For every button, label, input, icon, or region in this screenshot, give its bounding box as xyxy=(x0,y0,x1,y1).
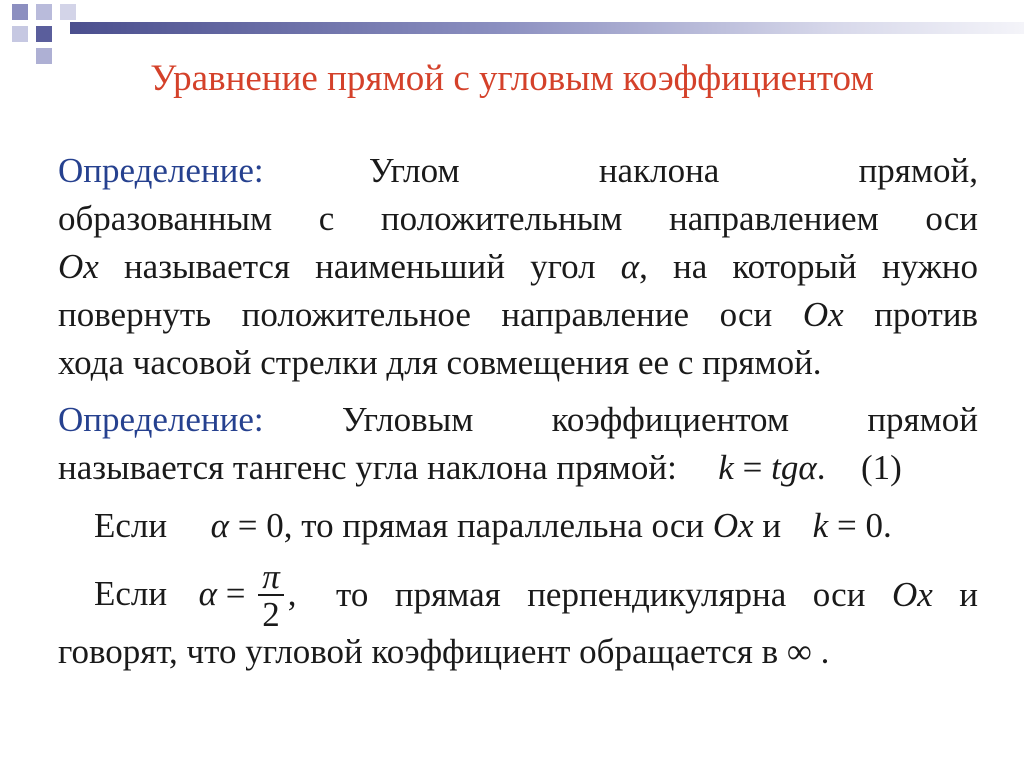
case-alpha-zero xyxy=(94,502,892,550)
formula-k: k xyxy=(812,506,829,545)
text-fragment: , xyxy=(287,574,297,613)
case-alpha-pi-half xyxy=(94,556,297,632)
page-title: Уравнение прямой с угловым коэффициентом xyxy=(150,58,874,99)
formula-eq: = xyxy=(733,448,772,487)
text-fragment: , xyxy=(283,506,293,545)
infinity-symbol: ∞ xyxy=(786,632,812,671)
definition-label: Определение: xyxy=(58,151,264,190)
text-fragment: говорят, что угловой коэффициент обращается в xyxy=(58,632,779,671)
def1-line-1 xyxy=(58,147,978,195)
text-fragment: то прямая перпендикулярна оси xyxy=(336,575,866,614)
def2-line-1 xyxy=(58,396,978,444)
text-fragment: повернуть положительное направление оси xyxy=(58,295,773,334)
def1-line-3 xyxy=(58,243,978,291)
text-fragment: , на который нужно xyxy=(639,247,979,286)
fraction-numerator: π xyxy=(258,560,284,596)
text-fragment: против xyxy=(874,295,979,334)
alpha-symbol: α xyxy=(210,506,229,545)
deco-square xyxy=(12,4,28,20)
ox-symbol: Ox xyxy=(891,575,933,614)
ox-symbol: Ox xyxy=(712,506,754,545)
ox-symbol: Ox xyxy=(58,247,99,286)
formula-eq: = 0. xyxy=(828,506,892,545)
deco-square xyxy=(36,4,52,20)
def1-line-2: образованным с положительным направлением оси xyxy=(58,199,978,238)
alpha-symbol: α xyxy=(198,574,217,613)
def1-line-4 xyxy=(58,291,978,339)
text-fragment: . xyxy=(811,632,830,671)
text-fragment: Если xyxy=(94,574,168,613)
formula-number: (1) xyxy=(860,448,902,487)
definition-angle xyxy=(58,147,978,387)
formula-rhs: tgα xyxy=(771,448,817,487)
ox-symbol: Ox xyxy=(802,295,844,334)
header-decoration xyxy=(0,0,1024,64)
formula-eq: = 0 xyxy=(229,506,284,545)
formula-eq: = xyxy=(217,574,255,613)
text-fragment: прямой, xyxy=(858,151,979,190)
text-fragment: Если xyxy=(94,506,168,545)
text-fragment: называется тангенс угла наклона прямой: xyxy=(58,448,677,487)
text-fragment: то прямая параллельна оси xyxy=(301,506,705,545)
pi-over-two-fraction xyxy=(258,556,284,634)
definition-slope xyxy=(58,396,978,492)
formula-dot: . xyxy=(816,448,826,487)
text-fragment: коэффициентом xyxy=(551,400,790,439)
header-bar xyxy=(70,22,1024,34)
fraction-denominator: 2 xyxy=(262,594,280,634)
deco-square xyxy=(12,26,28,42)
text-fragment: Угловым xyxy=(341,400,474,439)
text-fragment: прямой xyxy=(867,400,979,439)
alpha-symbol: α xyxy=(620,247,640,286)
definition-label: Определение: xyxy=(58,400,264,439)
text-fragment: Углом xyxy=(368,151,460,190)
text-fragment: и xyxy=(959,575,978,614)
text-fragment: называется наименьший угол xyxy=(123,247,596,286)
def1-line-5: хода часовой стрелки для совмещения ее с прямой. xyxy=(58,343,822,382)
deco-square xyxy=(36,26,52,42)
deco-square xyxy=(60,4,76,20)
text-fragment: и xyxy=(762,506,782,545)
def2-line-2 xyxy=(58,444,978,492)
formula-k: k xyxy=(718,448,734,487)
case-alpha-pi-half-line-2 xyxy=(58,628,829,676)
text-fragment: наклона xyxy=(598,151,720,190)
case-alpha-pi-half-text xyxy=(336,571,978,619)
